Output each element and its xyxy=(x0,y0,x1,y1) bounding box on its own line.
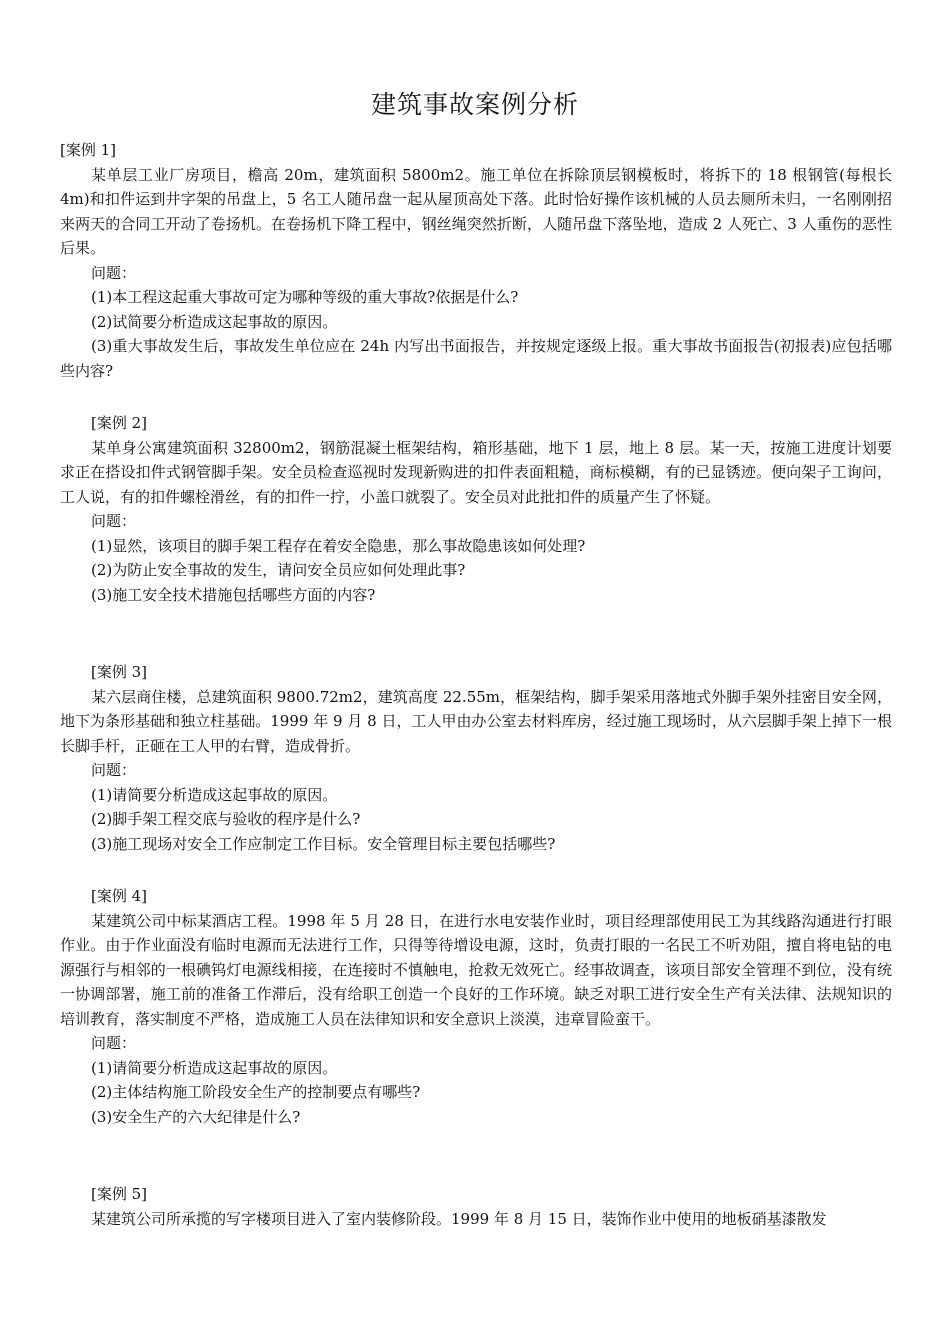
question-item: (3)施工安全技术措施包括哪些方面的内容? xyxy=(91,585,376,604)
question-item: (2)脚手架工程交底与验收的程序是什么? xyxy=(91,810,361,828)
case-body: 某建筑公司中标某酒店工程。1998 年 5 月 28 日，在进行水电安装作业时，项目经理部使用民工为其线路沟通进行打眼作业。由于作业面没有临时电源而无法进行工作，只得等待增设电源，这时，负责打眼的一名民工不听劝阻，擅自将电钻的电源强行与相邻的一根碘钨灯电源线相接，在连接时不慎触电，抢救无效死亡。经事故调查，该项目部安全管理不到位，没有统一协调部署，施工前的准备工作滞后，没有给职工创造一个良好的工作环境。缺乏对职工进行安全生产有关法律、法规知识的培训教育，落实制度不严格，造成施工人员在法律知识和安全意识上淡漠，违章冒险蛮干。 xyxy=(60,911,892,1028)
case-3 xyxy=(60,660,892,856)
case-label: [案例 5] xyxy=(91,1185,148,1203)
case-4 xyxy=(60,884,892,1129)
case-5 xyxy=(60,1182,892,1231)
question-item: (1)请简要分析造成这起事故的原因。 xyxy=(91,1058,338,1077)
case-label: [案例 2] xyxy=(91,414,148,432)
question-item: (2)主体结构施工阶段安全生产的控制要点有哪些? xyxy=(91,1083,421,1101)
question-item: (3)重大事故发生后，事故发生单位应在 24h 内写出书面报告，并按规定逐级上报。重大事故书面报告(初报表)应包括哪些内容? xyxy=(60,337,892,380)
question-heading: 问题： xyxy=(91,761,137,779)
case-label: [案例 3] xyxy=(91,663,148,681)
question-item: (2)为防止安全事故的发生，请问安全员应如何处理此事? xyxy=(91,561,466,579)
case-body: 某六层商住楼，总建筑面积 9800.72m2，建筑高度 22.55m，框架结构，脚手架采用落地式外脚手架外挂密目安全网，地下为条形基础和独立柱基础。1999 年 9 月 8 日，工人甲由办公室去材料库房，经过施工现场时，从六层脚手架上掉下一根长脚手杆，正砸在工人甲的右臂，造成骨折。 xyxy=(60,687,892,755)
case-1 xyxy=(60,138,892,383)
question-item: (3)安全生产的六大纪律是什么? xyxy=(91,1107,301,1126)
case-body: 某建筑公司所承揽的写字楼项目进入了室内装修阶段。1999 年 8 月 15 日，装饰作业中使用的地板硝基漆散发 xyxy=(91,1209,827,1228)
question-item: (1)请简要分析造成这起事故的原因。 xyxy=(91,785,338,804)
case-body: 某单层工业厂房项目，檐高 20m，建筑面积 5800m2。施工单位在拆除顶层钢模板时，将拆下的 18 根钢管(每根长 4m)和扣件运到井字架的吊盘上，5 名工人随吊盘一起从屋顶高处下落。此时恰好操作该机械的人员去厕所未归，一名刚刚招来两天的合同工开动了卷扬机。在卷扬机下降工程中，钢丝绳突然折断，人随吊盘下落坠地，造成 2 人死亡、3 人重伤的恶性后果。 xyxy=(60,165,892,257)
case-body: 某单身公寓建筑面积 32800m2，钢筋混凝土框架结构，箱形基础，地下 1 层，地上 8 层。某一天，按施工进度计划要求正在搭设扣件式钢管脚手架。安全员检查巡视时发现新购进的扣件表面粗糙，商标模糊，有的已显锈迹。便向架子工询问，工人说，有的扣件螺栓滑丝，有的扣件一拧，小盖口就裂了。安全员对此批扣件的质量产生了怀疑。 xyxy=(60,438,892,506)
question-item: (1)本工程这起重大事故可定为哪种等级的重大事故?依据是什么? xyxy=(91,288,519,306)
question-heading: 问题： xyxy=(91,263,137,282)
case-2 xyxy=(60,411,892,607)
case-label: [案例 1] xyxy=(60,141,117,159)
question-heading: 问题： xyxy=(91,512,137,530)
question-item: (2)试简要分析造成这起事故的原因。 xyxy=(91,312,338,331)
question-item: (1)显然，该项目的脚手架工程存在着安全隐患，那么事故隐患该如何处理? xyxy=(91,536,586,555)
question-item: (3)施工现场对安全工作应制定工作目标。安全管理目标主要包括哪些? xyxy=(91,834,556,853)
case-label: [案例 4] xyxy=(91,887,148,905)
question-heading: 问题： xyxy=(91,1034,137,1052)
document-title: 建筑事故案例分析 xyxy=(370,90,579,119)
